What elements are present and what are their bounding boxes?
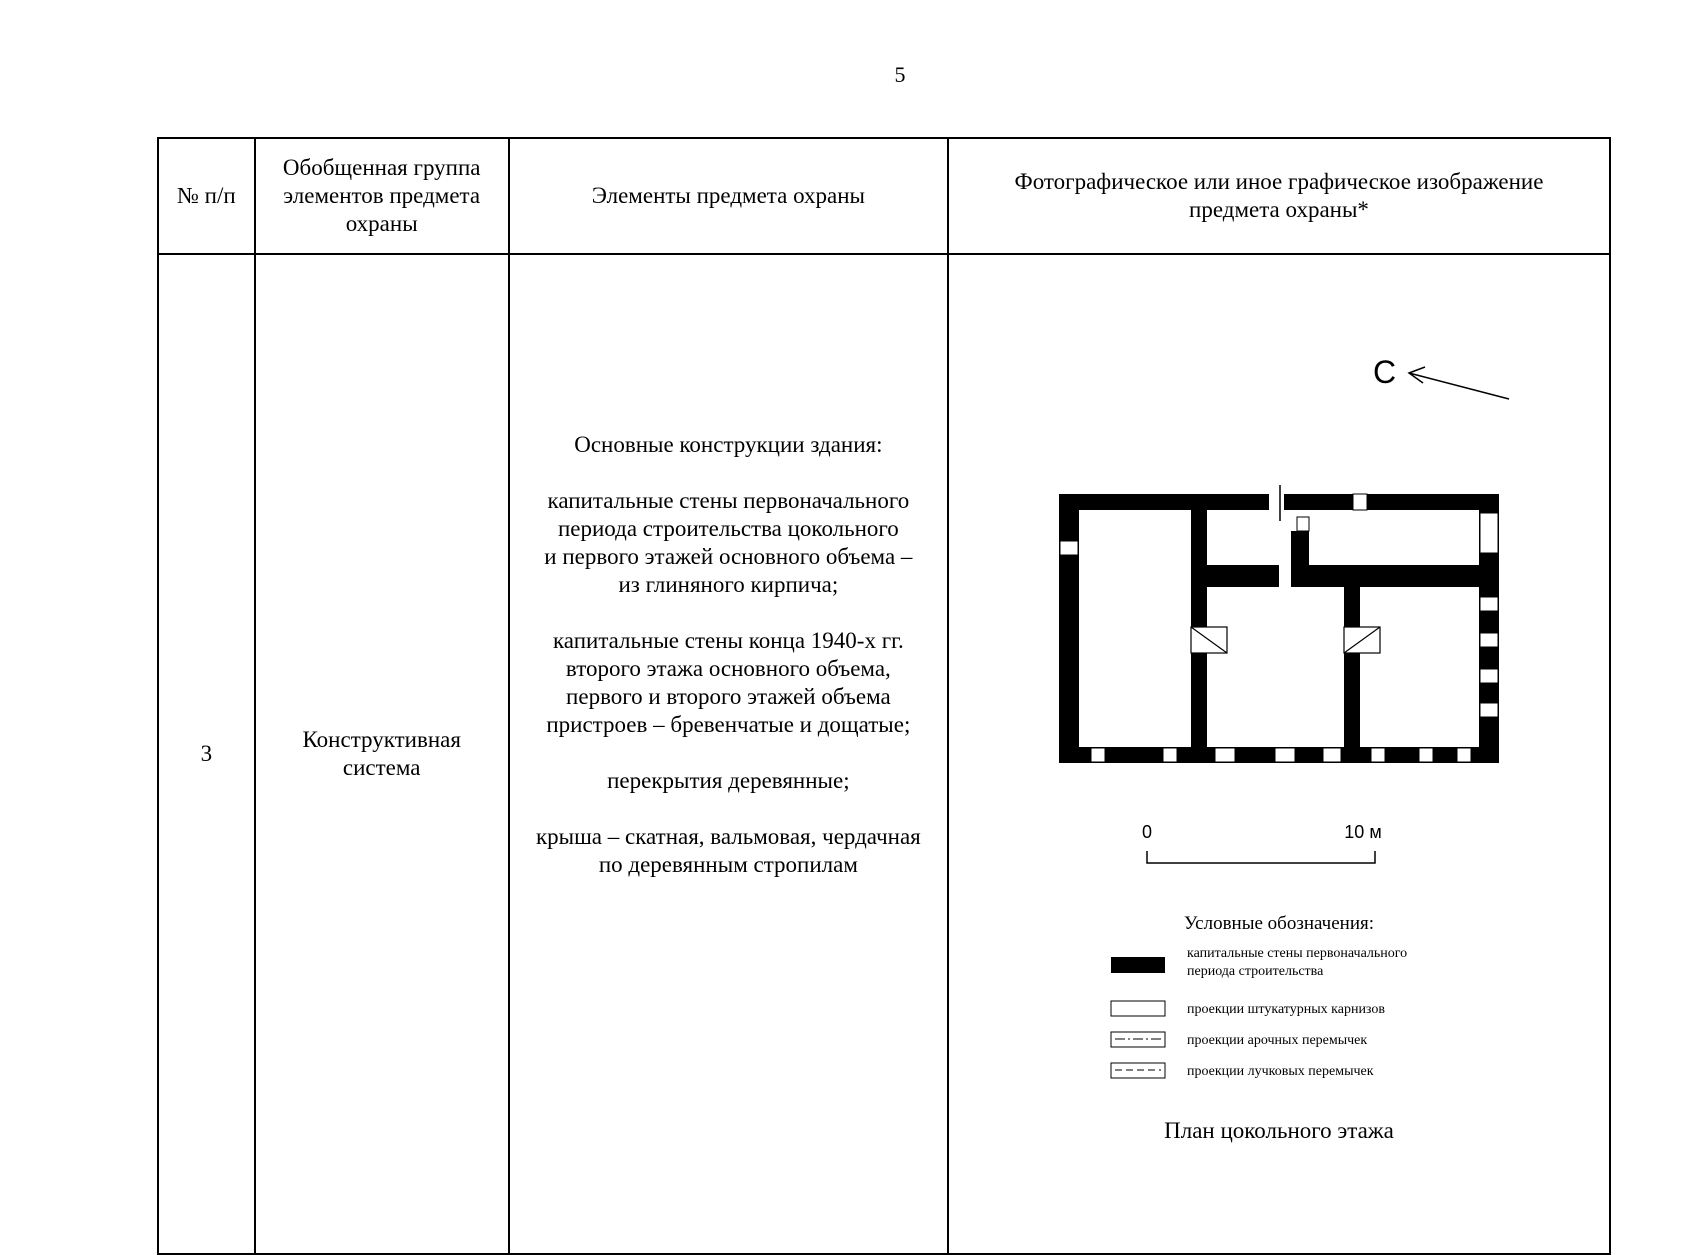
header-number: № п/п xyxy=(158,138,255,254)
elements-paragraph xyxy=(522,823,935,879)
elements-line: по деревянным стропилам xyxy=(598,852,858,877)
legend-label: проекции лучковых перемычек xyxy=(1186,1064,1374,1079)
row-group-line: система xyxy=(342,755,421,780)
scale-zero: 0 xyxy=(1141,822,1152,842)
legend-label: проекции арочных перемычек xyxy=(1186,1033,1368,1048)
floor-plan-drawing xyxy=(949,343,1609,1165)
header-group-line: охраны xyxy=(345,211,418,236)
plan-walls xyxy=(1059,494,1499,763)
table-header-row xyxy=(158,138,1610,254)
row-group xyxy=(255,254,509,1254)
row-number: 3 xyxy=(158,254,255,1254)
elements-paragraph xyxy=(522,431,935,459)
elements-line: второго этажа основного объема, xyxy=(565,656,891,681)
north-arrow xyxy=(1409,373,1509,399)
header-group-line: элементов предмета xyxy=(283,183,481,208)
elements-line: капитальные стены первоначального xyxy=(547,488,910,513)
elements-paragraph xyxy=(522,487,935,599)
scale-bar xyxy=(1147,851,1375,863)
header-image-line: предмета охраны* xyxy=(1189,197,1369,222)
header-image xyxy=(948,138,1610,254)
elements-line: Основные конструкции здания: xyxy=(574,432,883,457)
legend-swatch-cornice xyxy=(1111,1001,1165,1016)
elements-line: из глиняного кирпича; xyxy=(618,572,839,597)
plan-caption: План цокольного этажа xyxy=(1164,1118,1394,1143)
header-elements: Элементы предмета охраны xyxy=(509,138,948,254)
legend-title: Условные обозначения: xyxy=(1183,913,1374,934)
elements-line: капитальные стены конца 1940-х гг. xyxy=(552,628,904,653)
header-group xyxy=(255,138,509,254)
elements-line: перекрытия деревянные; xyxy=(607,768,850,793)
legend-swatch-walls xyxy=(1111,957,1165,973)
row-group-line: Конструктивная xyxy=(302,727,461,752)
elements-line: и первого этажей основного объема – xyxy=(544,544,913,569)
legend-label: капитальные стены первоначального xyxy=(1186,946,1408,961)
elements-line: крыша – скатная, вальмовая, чердачная xyxy=(535,824,921,849)
north-label: С xyxy=(1372,354,1397,390)
page-number: 5 xyxy=(894,62,906,87)
row-elements xyxy=(509,254,948,1254)
elements-paragraph xyxy=(522,767,935,795)
header-group-line: Обобщенная группа xyxy=(282,155,481,180)
protection-table xyxy=(157,137,1611,1255)
legend-label: проекции штукатурных карнизов xyxy=(1186,1002,1385,1017)
elements-paragraph xyxy=(522,627,935,739)
header-image-line: Фотографическое или иное графическое изображение xyxy=(1014,169,1544,194)
plan-stoves xyxy=(1191,627,1380,653)
elements-line: пристроев – бревенчатые и дощатые; xyxy=(546,712,911,737)
legend-label: периода строительства xyxy=(1186,964,1324,979)
elements-line: первого и второго этажей объема xyxy=(566,684,891,709)
table-row xyxy=(158,254,1610,1254)
row-drawing xyxy=(948,254,1610,1254)
scale-ten: 10 м xyxy=(1344,822,1382,842)
plan-openings xyxy=(1060,494,1498,762)
elements-line: периода строительства цокольного xyxy=(557,516,899,541)
